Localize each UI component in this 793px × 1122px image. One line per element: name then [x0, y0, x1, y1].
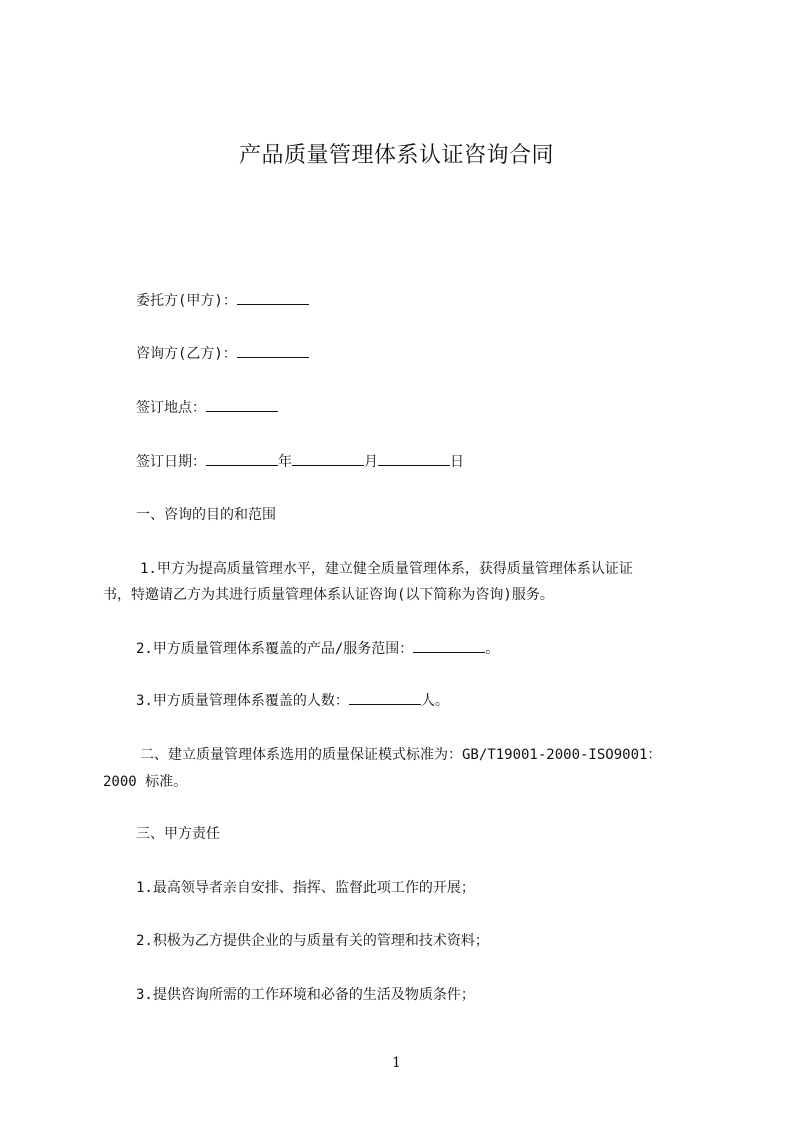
section1-item3-prefix: 3.甲方质量管理体系覆盖的人数： — [136, 693, 349, 709]
section1-item2-suffix: 。 — [485, 641, 500, 657]
page-number: 1 — [392, 1055, 401, 1071]
section2-line1: 二、建立质量管理体系选用的质量保证模式标准为：GB/T19001-2000-ISO9001： — [140, 747, 662, 763]
section1-item3-suffix: 人。 — [420, 693, 449, 709]
section1-item2 — [136, 638, 499, 660]
client-field — [136, 290, 309, 312]
section3-item3: 3.提供咨询所需的工作环境和必备的生活及物质条件； — [136, 987, 475, 1003]
consultant-label: 咨询方(乙方)： — [136, 346, 237, 362]
page-title: 产品质量管理体系认证咨询合同 — [238, 143, 554, 168]
client-blank — [237, 291, 309, 305]
place-blank — [206, 398, 278, 412]
date-label: 签订日期： — [136, 454, 206, 470]
day-label: 日 — [450, 454, 464, 470]
client-label: 委托方(甲方)： — [136, 293, 237, 309]
place-field — [136, 397, 278, 419]
month-label: 月 — [364, 454, 378, 470]
section2-line2: 2000 标准。 — [103, 774, 188, 790]
consultant-field — [136, 343, 309, 365]
headcount-blank — [349, 691, 421, 705]
section1-item1-line1: 1.甲方为提高质量管理水平，建立健全质量管理体系，获得质量管理体系认证证 — [140, 561, 633, 577]
section1-item2-prefix: 2.甲方质量管理体系覆盖的产品/服务范围： — [136, 641, 414, 657]
consultant-blank — [237, 344, 309, 358]
section1-item1-line2: 书，特邀请乙方为其进行质量管理体系认证咨询(以下简称为咨询)服务。 — [103, 587, 554, 603]
place-label: 签订地点： — [136, 400, 206, 416]
date-field — [136, 451, 464, 473]
section1-heading: 一、咨询的目的和范围 — [136, 507, 276, 523]
day-blank — [378, 452, 450, 466]
section3-item1: 1.最高领导者亲自安排、指挥、监督此项工作的开展； — [136, 880, 475, 896]
year-label: 年 — [278, 454, 292, 470]
year-blank — [206, 452, 278, 466]
section3-heading: 三、甲方责任 — [136, 826, 220, 842]
scope-blank — [413, 639, 485, 653]
section3-item2: 2.积极为乙方提供企业的与质量有关的管理和技术资料； — [136, 933, 489, 949]
section1-item3 — [136, 690, 449, 712]
month-blank — [292, 452, 364, 466]
